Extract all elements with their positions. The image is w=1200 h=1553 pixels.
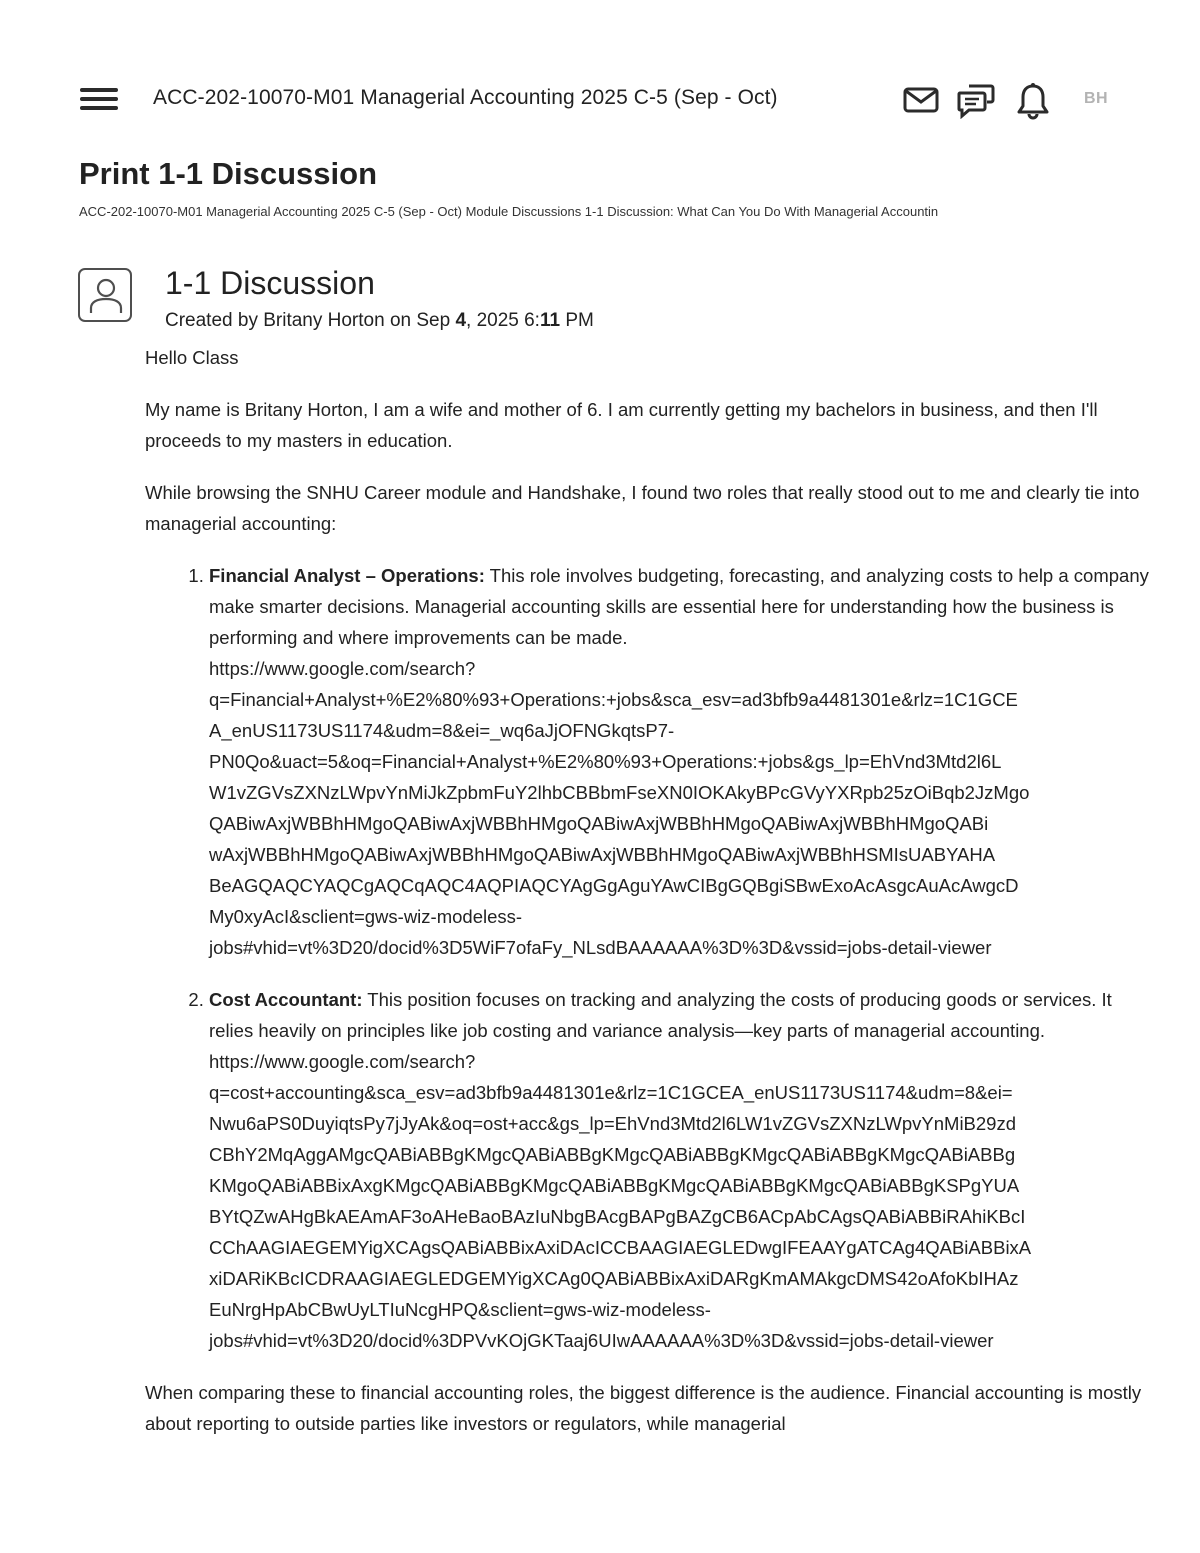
role-name: Cost Accountant: xyxy=(209,989,363,1010)
roles-list xyxy=(145,560,1155,1356)
role-link[interactable]: https://www.google.com/search? q=Financial+Analyst+%E2%80%93+Operations:+jobs&sca_esv=ad3bfb9a4481301e&rlz=1C1GCE A_enUS1173US1174&udm=8&ei=_wq6aJjOFNGkqtsP7- PN0Qo&uact=5&oq=Financial+Analyst+%E2%80%93+Operations:+jobs&gs_lp=EhVnd3Mtd2l6L W1vZGVsZXNzLWpvYnMiJkZpbmFuY2lhbCBBbmFseXN0IOKAkyBPcGVyYXRpb25zOiBqb2JzMgo QABiwAxjWBBhHMgoQABiwAxjWBBhHMgoQABiwAxjWBBhHMgoQABiwAxjWBBhHMgoQABi wAxjWBBhHMgoQABiwAxjWBBhHMgoQABiwAxjWBBhHMgoQABiwAxjWBBhHSMIsUABYAHA BeAGQAQCYAQCgAQCqAQC4AQPIAQCYAgGgAguYAwCIBgGQBgiSBwExoAcAsgcAuAcAwgcD My0xyAcI&sclient=gws-wiz-modeless- jobs#vhid=vt%3D20/docid%3D5WiF7ofaFy_NLsdBAAAAAA%3D%3D&vssid=jobs-detail-viewer xyxy=(209,658,1030,958)
greeting-paragraph: Hello Class xyxy=(145,347,239,368)
role-description: This role involves budgeting, forecasting, and analyzing costs to help a company make smarter decisions. Managerial accounting skills are essential here for understanding how the business is performing and where improvements can be made. xyxy=(209,565,1149,648)
chat-icon[interactable] xyxy=(957,83,995,119)
breadcrumb: ACC-202-10070-M01 Managerial Accounting 2025 C-5 (Sep - Oct) Module Discussions 1-1 Discussion: What Can You Do With Managerial Accountin xyxy=(79,204,939,219)
bell-icon[interactable] xyxy=(1016,82,1050,120)
user-initials-avatar[interactable]: BH xyxy=(1084,90,1109,107)
post-title: 1-1 Discussion xyxy=(165,265,375,301)
page-title: Print 1-1 Discussion xyxy=(79,156,378,191)
user-avatar-icon xyxy=(78,268,132,322)
role-item-financial-analyst xyxy=(209,560,1155,963)
post-meta: Created by Britany Horton on Sep 4, 2025 6:11 PM xyxy=(165,310,594,331)
mail-icon[interactable] xyxy=(903,86,939,114)
role-item-cost-accountant xyxy=(209,984,1155,1356)
role-name: Financial Analyst – Operations: xyxy=(209,565,485,586)
role-link[interactable]: https://www.google.com/search? q=cost+accounting&sca_esv=ad3bfb9a4481301e&rlz=1C1GCEA_enUS1173US1174&udm=8&ei= Nwu6aPS0DuyiqtsPy7jJyAk&oq=ost+acc&gs_lp=EhVnd3Mtd2l6LW1vZGVsZXNzLWpvYnMiB29zd CBhY2MqAggAMgcQABiABBgKMgcQABiABBgKMgcQABiABBgKMgcQABiABBgKMgcQABiABBg KMgoQABiABBixAxgKMgcQABiABBgKMgcQABiABBgKMgcQABiABBgKMgcQABiABBgKSPgYUA BYtQZwAHgBkAEAmAF3oAHeBaoBAzIuNbgBAcgBAPgBAZgCB6ACpAbCAgsQABiABBiRAhiKBcI CChAAGIAEGEMYigXCAgsQABiABBixAxiDAcICCBAAGIAEGLEDwgIFEAAYgATCAg4QABiABBixA xiDARiKBcICDRAAGIAEGLEDGEMYigXCAg0QABiABBixAxiDARgKmAMAkgcDMS42oAfoKbIHAz EuNrgHpAbCBwUyLTIuNcgHPQ&sclient=gws-wiz-modeless- jobs#vhid=vt%3D20/docid%3DPVvKOjGKTaaj6UIwAAAAAA%3D%3D&vssid=jobs-detail-viewer xyxy=(209,1051,1032,1351)
hamburger-menu-icon[interactable] xyxy=(80,88,118,114)
comparison-paragraph: When comparing these to financial accounting roles, the biggest difference is the audience. Financial accounting is mostly about reporting to outside parties like investors or regulators, while managerial xyxy=(145,1382,1142,1434)
post-body xyxy=(145,342,1155,1460)
role-description: This position focuses on tracking and analyzing the costs of producing goods or services. It relies heavily on principles like job costing and variance analysis—key parts of managerial accounting. xyxy=(209,989,1112,1041)
intro-paragraph: My name is Britany Horton, I am a wife and mother of 6. I am currently getting my bachelors in business, and then I'll proceeds to my masters in education. xyxy=(145,399,1098,451)
course-title[interactable]: ACC-202-10070-M01 Managerial Accounting 2025 C-5 (Sep - Oct) xyxy=(153,86,778,109)
browsing-paragraph: While browsing the SNHU Career module and Handshake, I found two roles that really stood out to me and clearly tie into managerial accounting: xyxy=(145,482,1140,534)
